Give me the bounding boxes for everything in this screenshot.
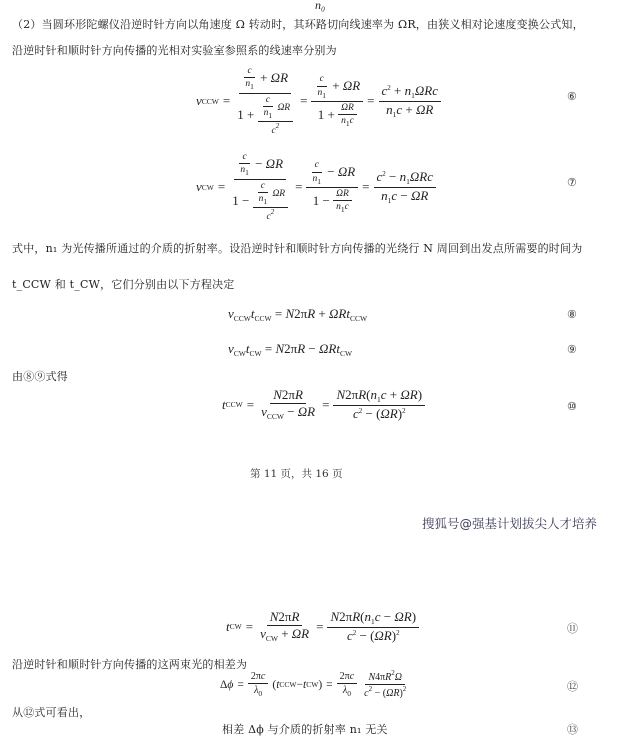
paragraph-2-line-2: t_CCW 和 t_CW，它们分别由以下方程决定	[12, 278, 235, 291]
page-footer: 第 11 页，共 16 页	[250, 468, 343, 480]
equation-9: $v_{CW}t_{CW} = N2\pi R - \Omega Rt_{CW}$	[228, 341, 353, 358]
equation-12: Δ ϕ = 2πc $\lambda_0$ ( t CCW − t CW ) = 2πc $\lambda_0$ $N4\pi R^2\Omega$ $c^2 - (\Omega R)^2$	[220, 669, 407, 699]
from-12-text: 从⑫式可看出，	[12, 706, 91, 719]
equation-11: t CW = N2πR $v_{CW} + \Omega R$ = $N2\pi R(n_1c - \Omega R)$ $c^2 - (\Omega R)^2$	[226, 610, 419, 644]
equation-7: v CW = $\frac{c}{n_1}$ − ΩR 1 − $\frac{c}{n_1}$ ΩR $c^2$ = $\frac{c}{n_1}$ − ΩR 1 − $\frac{\Omega R}{n_1c}$ = $c^2 - n_1\Omega Rc$ $n_1c - \Omega R$	[196, 152, 436, 223]
equation-10-number: ⑩	[567, 400, 577, 413]
equation-11-number: ⑪	[567, 622, 578, 635]
phase-intro-text: 沿逆时针和顺时针方向传播的这两束光的相差为	[12, 658, 248, 671]
equation-6-number: ⑥	[567, 90, 577, 103]
equation-13-number: ⑬	[567, 723, 578, 736]
equation-12-number: ⑫	[567, 680, 578, 693]
equation-7-number: ⑦	[567, 176, 577, 189]
from-89-text: 由⑧⑨式得	[12, 370, 68, 383]
equation-9-number: ⑨	[567, 343, 577, 356]
watermark: 搜狐号@强基计划拔尖人才培养	[422, 516, 598, 531]
equation-8-number: ⑧	[567, 308, 577, 321]
equation-10: t CCW = N2πR $v_{CCW} - \Omega R$ = $N2\pi R(n_1c + \Omega R)$ $c^2 - (\Omega R)^2$	[222, 388, 425, 422]
paragraph-1-line-2: 沿逆时针和顺时针方向传播的光相对实验室参照系的线速率分别为	[12, 44, 337, 57]
paragraph-2-line-1: 式中，n₁ 为光传播所通过的介质的折射率。设沿逆时针和顺时针方向传播的光绕行 N 周回到出发点所需要的时间为	[12, 242, 583, 255]
top-fragment: n₀	[315, 0, 326, 12]
paragraph-1-line-1: （2）当圆环形陀螺仪沿逆时针方向以角速度 Ω 转动时，其环路切向线速率为 ΩR，由狭义相对论速度变换公式知，	[12, 18, 584, 31]
equation-8: $v_{CCW}t_{CCW} = N2\pi R + \Omega Rt_{CCW}$	[228, 306, 368, 323]
conclusion-text: 相差 Δϕ 与介质的折射率 n₁ 无关	[222, 723, 388, 736]
equation-6: v CCW = $\frac{c}{n_1}$ + ΩR 1 + $\frac{c}{n_1}$ ΩR $c^2$ = $\frac{c}{n_1}$ + ΩR 1 + $\frac{\Omega R}{n_1c}$ = $c^2 + n_1\Omega Rc$ $n_1c + \Omega R$	[196, 66, 441, 137]
